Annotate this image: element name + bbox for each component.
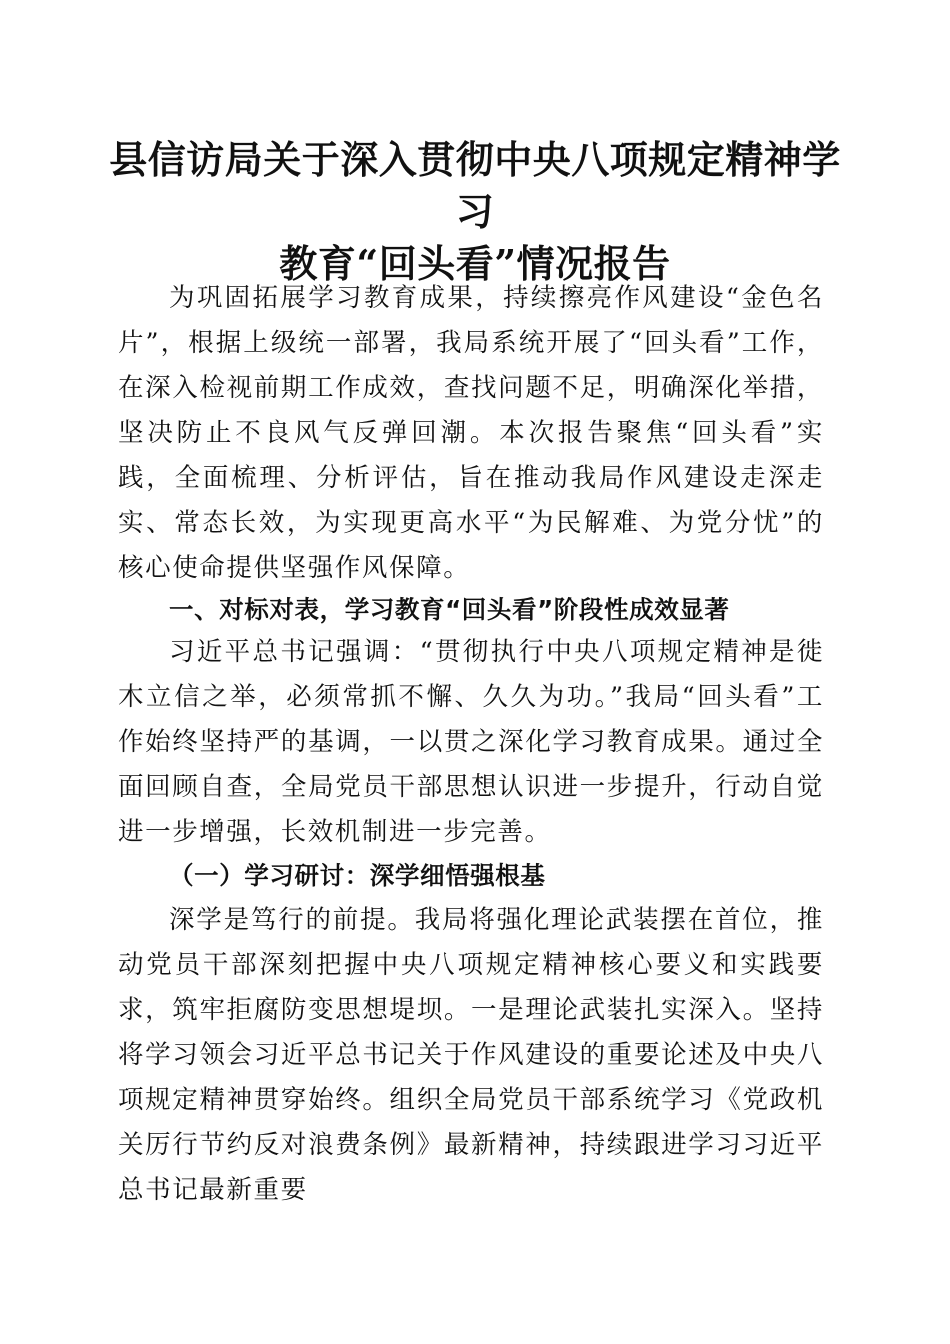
subsection-heading-1: （一）学习研讨：深学细悟强根基 (169, 861, 546, 890)
document-title-line-1: 县信访局关于深入贯彻中央八项规定精神学习 (109, 137, 841, 234)
subsection-1-paragraph: 深学是笃行的前提。我局将强化理论武装摆在首位，推动党员干部深刻把握中央八项规定精神核心要义和实践要求，筑牢拒腐防变思想堤坝。一是理论武装扎实深入。坚持将学习领会习近平总书记关于作风建设的重要论述及中央八项规定精神贯穿始终。组织全局党员干部系统学习《党政机关厉行节约反对浪费条例》最新精神，持续跟进学习习近平总书记最新重要 (118, 905, 824, 1205)
section-heading-1: 一、对标对表，学习教育“回头看”阶段性成效显著 (169, 595, 730, 624)
document-title (100, 134, 850, 290)
document-title-line-2: 教育“回头看”情况报告 (279, 241, 671, 286)
section-1-paragraph: 习近平总书记强调：“贯彻执行中央八项规定精神是徙木立信之举，必须常抓不懈、久久为功。”我局“回头看”工作始终坚持严的基调，一以贯之深化学习教育成果。通过全面回顾自查，全局党员干部思想认识进一步提升，行动自觉进一步增强，长效机制进一步完善。 (118, 637, 824, 847)
intro-paragraph: 为巩固拓展学习教育成果，持续擦亮作风建设“金色名片”，根据上级统一部署，我局系统开展了“回头看”工作，在深入检视前期工作成效，查找问题不足，明确深化举措，坚决防止不良风气反弹回潮。本次报告聚焦“回头看”实践，全面梳理、分析评估，旨在推动我局作风建设走深走实、常态长效，为实现更高水平“为民解难、为党分忧”的核心使命提供坚强作风保障。 (118, 283, 824, 583)
